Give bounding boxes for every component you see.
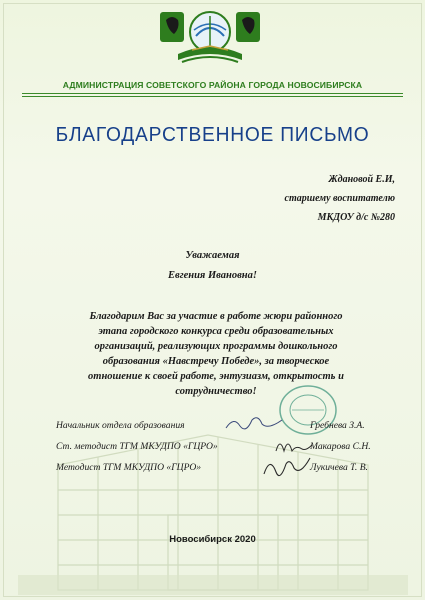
signer-position: Ст. методист ТГМ МКУДПО «ГЦРО» xyxy=(56,441,218,452)
signature-row xyxy=(56,420,396,434)
document-title: БЛАГОДАРСТВЕННОЕ ПИСЬМО xyxy=(55,124,370,146)
handwritten-signature xyxy=(224,414,284,434)
recipient-institution: МКДОУ д/с №280 xyxy=(317,212,395,223)
header-rule xyxy=(22,93,403,94)
coat-of-arms-logo xyxy=(158,6,262,74)
greeting-name: Евгения Ивановна! xyxy=(168,270,257,281)
body-line: организаций, реализующих программы дошкольного xyxy=(94,341,338,352)
organization-name: АДМИНИСТРАЦИЯ СОВЕТСКОГО РАЙОНА ГОРОДА НОВОСИБИРСКА xyxy=(62,80,363,90)
body-line: Благодарим Вас за участие в работе жюри районного xyxy=(89,311,343,322)
body-line: сотрудничество! xyxy=(175,386,257,397)
body-line: отношение к своей работе, энтузиазм, открытость и xyxy=(88,371,344,382)
body-line: образования «Навстречу Победе», за творческое xyxy=(102,356,330,367)
recipient-position: старшему воспитателю xyxy=(284,193,395,204)
recipient-block xyxy=(285,170,395,227)
greeting-salutation: Уважаемая xyxy=(185,250,240,261)
header-rule-thin xyxy=(22,96,403,97)
greeting-block xyxy=(0,246,425,286)
body-line: этапа городского конкурса среди образовательных xyxy=(98,326,334,337)
signer-position: Методист ТГМ МКУДПО «ГЦРО» xyxy=(56,462,202,473)
signature-row xyxy=(56,462,396,476)
signature-row xyxy=(56,441,396,455)
handwritten-signature xyxy=(262,456,312,478)
signer-position: Начальник отдела образования xyxy=(56,420,185,431)
signer-name: Макарова С.Н. xyxy=(310,441,371,452)
recipient-name: Ждановой Е.И, xyxy=(328,174,395,185)
signer-name: Лукичева Т. В. xyxy=(310,462,368,473)
city-year: Новосибирск 2020 xyxy=(169,534,256,545)
signer-name: Гребнева З.А. xyxy=(310,420,365,431)
handwritten-signature xyxy=(274,435,314,455)
